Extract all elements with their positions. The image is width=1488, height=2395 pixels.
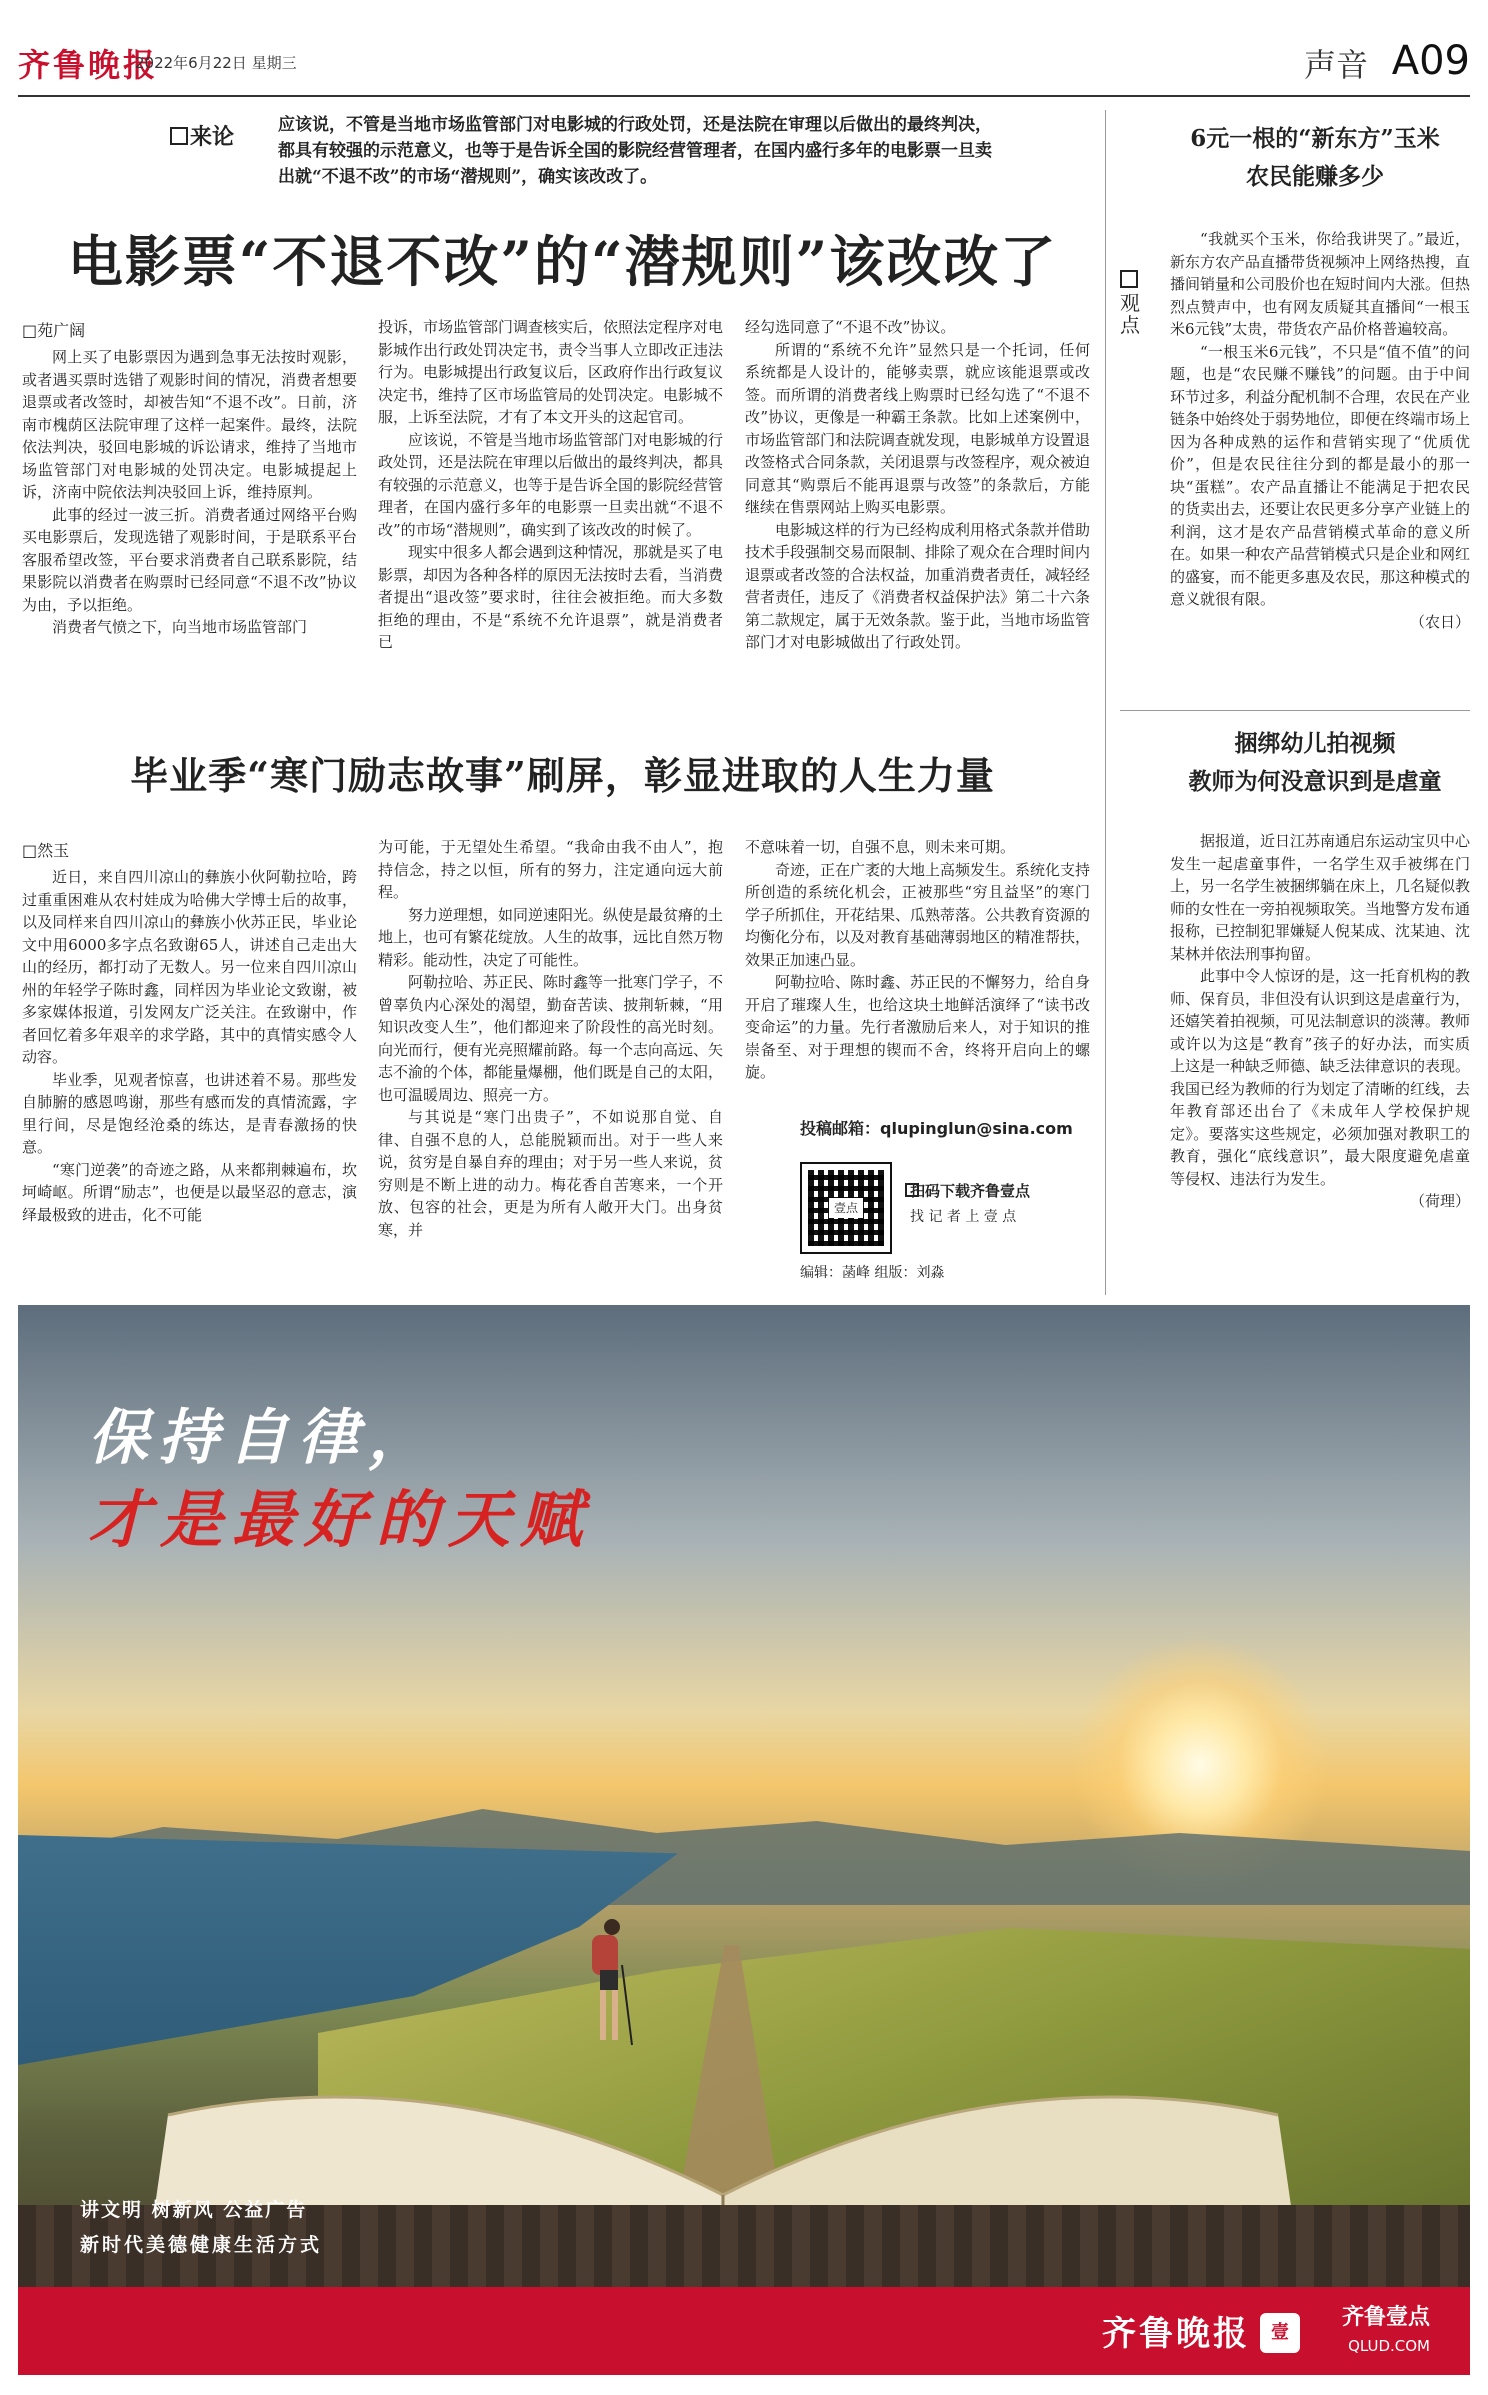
article1-column-3	[745, 316, 1090, 731]
article2-column-1	[22, 866, 357, 1286]
issue-date: 2022年6月22日 星期三	[135, 54, 297, 72]
paragraph: 投诉，市场监管部门调查核实后，依照法定程序对电影城作出行政处罚决定书，责令当事人立即改正违法行为。电影城提出行政复议后，区政府作出行政复议决定书，维持了区市场监管局的处罚决定。电影城不服，上诉至法院，才有了本文开头的这起官司。	[378, 318, 723, 426]
ad-brand: 齐鲁晚报	[1102, 2314, 1250, 2354]
sidebar-label: 观点	[1120, 270, 1144, 336]
box-icon: □	[22, 841, 38, 860]
paragraph: “寒门逆袭”的奇迹之路，从来都荆棘遍布，坎坷崎岖。所谓“励志”，也便是以最坚忍的意志，演绎最极致的进击，化不可能	[22, 1160, 357, 1224]
paragraph: “一根玉米6元钱”，不只是“值不值”的问题，也是“农民赚不赚钱”的问题。由于中间环节过多，利益分配机制不合理，农民在产业链条中始终处于弱势地位，即便在终端市场上因为各种成熟的运作和营销实现了“优质优价”，但是农民往往分到的都是最小的那一块“蛋糕”。农产品直播让不能满足于把农民的货卖出去，还要让农民更多分享产业链上的利润，这才是农产品营销模式革命的意义所在。如果一种农产品营销模式只是企业和网红的盛宴，而不能更多惠及农民，那这种模式的意义就很有限。	[1170, 342, 1470, 608]
qr-center-label: 壹点	[829, 1198, 863, 1218]
sidebar-item2-author: （荷理）	[1409, 1192, 1470, 1210]
article2-byline: □然玉	[22, 841, 70, 860]
qr-code[interactable]	[800, 1162, 892, 1254]
lead-tag: 来论	[170, 120, 234, 151]
article2-column-2	[378, 836, 723, 1286]
section-name: 声音	[1303, 46, 1368, 84]
paragraph: 应该说，不管是当地市场监管部门对电影城的行政处罚，还是法院在审理以后做出的最终判决，都具有较强的示范意义，也等于是告诉全国的影院经营管理者，在国内盛行多年的电影票一旦卖出就“不退不改”的市场“潜规则”，确实到了该改改的时候了。	[378, 430, 723, 539]
paragraph: 经勾选同意了“不退不改”协议。	[745, 318, 956, 336]
sidebar-item2-title: 捆绑幼儿拍视频 教师为何没意识到是虐童	[1188, 730, 1442, 795]
paragraph: 近日，来自四川凉山的彝族小伙阿勒拉哈，跨过重重困难从农村娃成为哈佛大学博士后的故事，以及同样来自四川凉山的彝族小伙苏正民，毕业论文中用6000多字点名致谢65人，讲述自己走出大山的经历，都打动了无数人。另一位来自四川凉山州的年轻学子陈时鑫，同样因为毕业论文致谢，被多家媒体报道，引发网友广泛关注。在致谢中，作者回忆着多年艰辛的求学路，其中的真情实感令人动容。	[22, 868, 357, 1066]
paragraph: 阿勒拉哈、苏正民、陈时鑫等一批寒门学子，不曾辜负内心深处的渴望，勤奋苦读、披荆斩棘，“用知识改变人生”，他们都迎来了阶段性的高光时刻。向光而行，便有光亮照耀前路。每一个志向高远、矢志不渝的个体，都能量爆棚，他们既是自己的太阳，也可温暖周边、照亮一方。	[378, 973, 723, 1104]
paragraph: 据报道，近日江苏南通启东运动宝贝中心发生一起虐童事件，一名学生双手被绑在门上，另一名学生被捆绑躺在床上，几名疑似教师的女性在一旁拍视频取笑。当地警方发布通报称，已控制犯罪嫌疑人倪某成、沈某迪、沈某林并依法刑事拘留。	[1170, 832, 1470, 963]
scan-subtitle: 找 记 者 上 壹 点	[910, 1209, 1017, 1225]
paragraph: 所谓的“系统不允许”显然只是一个托词，任何系统都是人设计的，能够卖票，就应该能退票或改签。而所谓的消费者线上购票时已经勾选了“不退不改”协议，更像是一种霸王条款。比如上述案例中，市场监管部门和法院调查就发现，电影城单方设置退改签格式合同条款，关闭退票与改签程序，观众被迫同意其“购票后不能再退票与改签”的条款后，方能继续在售票网站上购买电影票。	[745, 340, 1090, 516]
box-icon	[170, 127, 188, 145]
paragraph: 毕业季，见观者惊喜，也讲述着不易。那些发自肺腑的感恩鸣谢，那些有感而发的真情流露，字里行间，尽是饱经沧桑的练达，是青春激扬的快意。	[22, 1070, 357, 1156]
sidebar-item1-author: （农日）	[1409, 612, 1470, 631]
paragraph: 现实中很多人都会遇到这种情况，那就是买了电影票，却因为各种各样的原因无法按时去看，当消费者提出“退改签”要求时，往往会被拒绝。而大多数拒绝的理由，不是“系统不允许退票”，就是消费者已	[378, 543, 723, 651]
newspaper-brand: 齐鲁晚报	[18, 46, 159, 84]
ad-slogan: 讲文明 树新风 公益广告	[80, 2199, 308, 2221]
article1-column-2	[378, 316, 723, 731]
article1-byline: □苑广阔	[22, 321, 86, 340]
page-number: A09	[1391, 38, 1470, 84]
paragraph: 为可能，于无望处生希望。“我命由我不由人”，抱持信念，持之以恒，所有的努力，注定通向远大前程。	[378, 838, 723, 901]
paragraph: “我就买个玉米，你给我讲哭了。”最近，新东方农产品直播带货视频冲上网络热搜，直播间销量和公司股价也在短时间内大涨。但热烈点赞声中，也有网友质疑其直播间“一根玉米6元钱”太贵，带货农产品价格普遍较高。	[1170, 230, 1470, 338]
sidebar-item1-body	[1170, 228, 1470, 698]
article2-column-3	[745, 836, 1090, 1111]
sidebar-separator	[1120, 710, 1470, 711]
paragraph: 阿勒拉哈、陈时鑫、苏正民的不懈努力，给自身开启了璀璨人生，也给这块土地鲜活演绎了“读书改变命运”的力量。先行者激励后来人，对于知识的推崇备至、对于理想的锲而不舍，终将开启向上的螺旋。	[745, 973, 1090, 1081]
article2-title: 毕业季“寒门励志故事”刷屏，彰显进取的人生力量	[130, 753, 995, 798]
qilu-app-logo-icon: 壹	[1260, 2313, 1300, 2353]
paragraph: 此事的经过一波三折。消费者通过网络平台购买电影票后，发现选错了观影时间，于是联系平台客服希望改签，平台要求消费者自己联系影院，结果影院以消费者在购票时已经同意“不退不改”协议为由，予以拒绝。	[22, 505, 357, 614]
paragraph: 与其说是“寒门出贵子”，不如说那自觉、自律、自强不息的人，总能脱颖而出。对于一些人来说，贫穷是自暴自弃的理由；对于另一些人来说，贫穷则是不断上进的动力。梅花香自苦寒来，一个开放、包容的社会，更是为所有人敞开大门。出身贫寒，并	[378, 1108, 723, 1239]
sidebar-item2-body	[1170, 830, 1470, 1290]
article1-column-1	[22, 346, 357, 731]
box-icon	[1120, 270, 1138, 288]
paragraph: 奇迹，正在广袤的大地上高频发生。系统化支持所创造的系统化机会，正被那些“穷且益坚”的寒门学子所抓住，开花结果、瓜熟蒂落。公共教育资源的均衡化分布，以及对教育基础薄弱地区的精准帮扶，效果正加速凸显。	[745, 860, 1090, 969]
paragraph: 努力逆理想，如同逆速阳光。纵使是最贫瘠的土地上，也可有繁花绽放。人生的故事，远比自然万物精彩。能动性，决定了可能性。	[378, 905, 723, 969]
paragraph: 不意味着一切，自强不息，则未来可期。	[745, 838, 1016, 856]
paragraph: 网上买了电影票因为遇到急事无法按时观影，或者遇买票时选错了观影时间的情况，消费者想要退票或者改签时，却被告知“不退不改”。日前，济南市槐荫区法院审理了这样一起案件。最终，法院依法判决，驳回电影城的诉讼请求，维持了当地市场监管部门对电影城的处罚决定。电影城提起上诉，济南中院依法判决驳回上诉，维持原判。	[22, 348, 357, 501]
editor-credits: 编辑：菡峰 组版：刘淼	[800, 1265, 945, 1281]
ad-headline-2: 才是最好的天赋	[88, 1483, 593, 1556]
submission-email[interactable]: 投稿邮箱：qlupinglun@sina.com	[800, 1119, 1073, 1138]
public-service-ad	[18, 1305, 1470, 2375]
ad-app-url[interactable]: QLUD.COM	[1348, 2337, 1430, 2355]
ad-footer-strip	[18, 2287, 1470, 2375]
ad-app-name: 齐鲁壹点	[1341, 2305, 1430, 2330]
paragraph: 消费者气愤之下，向当地市场监管部门	[52, 618, 308, 636]
paragraph: 电影城这样的行为已经构成利用格式条款并借助技术手段强制交易而限制、排除了观众在合理时间内退票或者改签的合法权益，加重消费者责任，减轻经营者责任，违反了《消费者权益保护法》第二十六条第二款规定，属于无效条款。鉴于此，当地市场监管部门才对电影城做出了行政处罚。	[745, 520, 1090, 651]
sidebar-item1-title: 6元一根的“新东方”玉米 农民能赚多少	[1190, 125, 1440, 190]
ad-headline-1: 保持自律，	[88, 1403, 438, 1473]
header-rule	[18, 95, 1470, 97]
ad-subslogan: 新时代美德健康生活方式	[80, 2234, 323, 2256]
box-icon: □	[22, 321, 38, 340]
article1-title: 电影票“不退不改”的“潜规则”该改改了	[67, 229, 1058, 294]
scan-title: 扫码下载齐鲁壹点	[910, 1182, 1031, 1200]
paragraph: 此事中令人惊讶的是，这一托育机构的教师、保育员，非但没有认识到这是虐童行为，还嬉笑着拍视频，可见法制意识的淡薄。教师或许以为这是“教育”孩子的好办法，而实质上这是一种缺乏师德、缺乏法律意识的表现。我国已经为教师的行为划定了清晰的红线，去年教育部还出台了《未成年人学校保护规定》。要落实这些规定，必须加强对教职工的教育，强化“底线意识”，最大限度避免虐童等侵权、违法行为发生。	[1170, 967, 1470, 1188]
lead-summary: 应该说，不管是当地市场监管部门对电影城的行政处罚，还是法院在审理以后做出的最终判决，都具有较强的示范意义，也等于是告诉全国的影院经营管理者，在国内盛行多年的电影票一旦卖出就“不退不改”的市场“潜规则”，确实该改改了。	[278, 115, 992, 187]
column-divider	[1105, 110, 1106, 1295]
